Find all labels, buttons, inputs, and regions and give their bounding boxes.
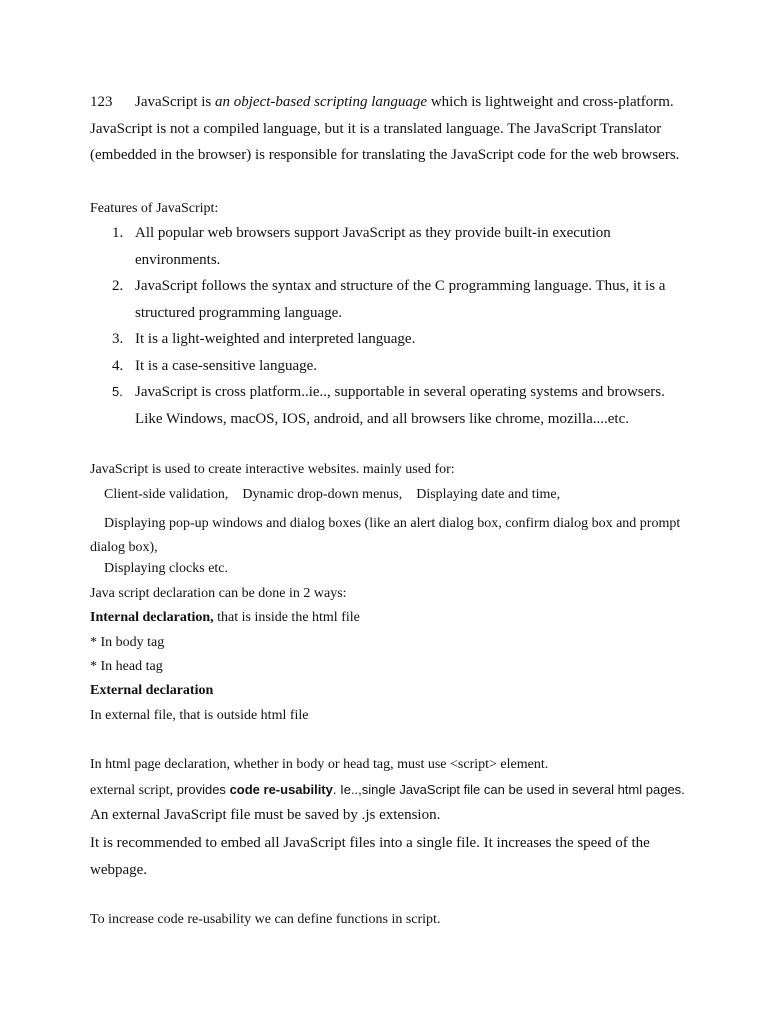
list-text: JavaScript follows the syntax and structure of the C programming language. Thus, it is a structured programming language.: [135, 278, 666, 321]
internal-declaration: [90, 610, 360, 626]
internal-declaration-title: Internal declaration,: [90, 610, 214, 625]
use-dropdown-menus: Dynamic drop-down menus,: [242, 487, 403, 502]
list-item: [90, 273, 690, 326]
intro-text-before: JavaScript is: [135, 94, 215, 110]
use-popups: Displaying pop-up windows and dialog boxes (like an alert dialog box, confirm dialog box and prompt dialog box),: [90, 516, 681, 555]
code-reusability-bold: code re-usability: [229, 782, 333, 797]
embed-recommendation: It is recommended to embed all JavaScript files into a single file. It increases the speed of the webpage.: [90, 835, 650, 878]
intro-paragraph: [90, 89, 690, 169]
external-script-rest: . Ie..,single JavaScript file can be used in several html pages.: [332, 782, 685, 797]
external-declaration-desc: In external file, that is outside html file: [90, 708, 309, 723]
list-number: 5.: [112, 384, 123, 399]
intro-text-after: which is lightweight and cross-platform. JavaScript is not a compiled language, but it is a translated language. The JavaScript Translator (embedded in the browser) is responsible for translating the JavaScript code for the web browsers.: [90, 94, 680, 163]
list-text: It is a light-weighted and interpreted language.: [135, 331, 416, 347]
paragraph-number: 123: [90, 94, 113, 110]
features-heading: Features of JavaScript:: [90, 201, 219, 216]
external-heading: External declaration: [90, 683, 214, 698]
external-declaration-title: [90, 683, 213, 699]
features-list: [90, 220, 690, 432]
use-client-validation: Client-side validation,: [104, 487, 229, 502]
functions-note: To increase code re-usability we can define functions in script.: [90, 912, 441, 927]
list-item: [90, 220, 690, 273]
uses-intro: JavaScript is used to create interactive websites. mainly used for:: [90, 462, 455, 477]
use-clocks: Displaying clocks etc.: [104, 561, 229, 576]
use-date-time: Displaying date and time,: [416, 487, 561, 502]
intro-italic: an object-based scripting language: [215, 94, 428, 110]
internal-declaration-desc: that is inside the html file: [213, 610, 360, 625]
external-script-note: [90, 782, 685, 799]
js-extension-note: An external JavaScript file must be saved by .js extension.: [90, 807, 441, 823]
uses-line-1: [90, 487, 560, 503]
script-element-note: In html page declaration, whether in body or head tag, must use <script> element.: [90, 757, 549, 772]
list-number: 4.: [112, 357, 124, 374]
declaration-intro: Java script declaration can be done in 2 ways:: [90, 586, 347, 601]
body-tag-item: * In body tag: [90, 635, 165, 650]
list-item: [90, 379, 690, 432]
list-number: 1.: [112, 225, 124, 241]
list-item: [90, 353, 690, 380]
list-text: All popular web browsers support JavaScript as they provide built-in execution environments.: [135, 225, 611, 268]
list-item: [90, 326, 690, 353]
list-text: It is a case-sensitive language.: [135, 357, 318, 374]
list-number: 2.: [112, 278, 124, 294]
external-script-provides: provides: [173, 782, 230, 797]
list-text: JavaScript is cross platform..ie.., supportable in several operating systems and browsers. Like Windows, macOS, IOS, android, and all browsers like chrome, mozilla....etc.: [135, 384, 665, 427]
head-tag-item: * In head tag: [90, 659, 163, 674]
list-number: 3.: [112, 331, 124, 347]
external-script-prefix: external script,: [90, 783, 174, 798]
